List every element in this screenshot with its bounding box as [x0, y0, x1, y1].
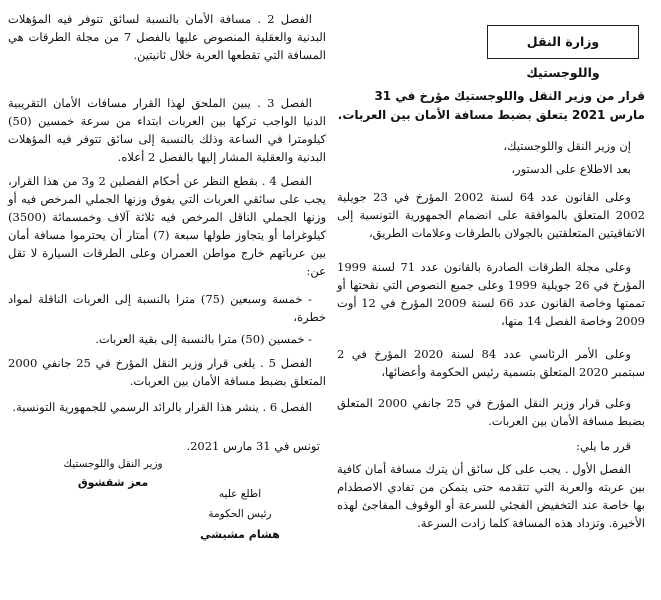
- article-3: الفصل 3 . يبين الملحق لهذا القرار مسافات الأمان التقريبية الدنيا الواجب تركها بين العربات ابتداء من سرعة خمسين (50) كيلومترا في الساعة وذلك بالنسبة إلى سائق تتوفر فيه المؤهلات البدنية والعقلية المشار إليها بالفصل 2 أعلاه.: [8, 96, 326, 164]
- minister-signature: [38, 458, 188, 489]
- preamble-minister: إن وزير النقل واللوجستيك،: [503, 139, 631, 153]
- article-2: الفصل 2 . مسافة الأمان بالنسبة لسائق تتوفر فيه المؤهلات البدنية والعقلية المنصوص عليها بالفصل 7 من مجلة الطرقات هي المسافة التي تقطعها العربة خلال ثانيتين.: [8, 12, 327, 62]
- article-4-bullet-1: - خمسة وسبعين (75) مترا بالنسبة إلى العربات الناقلة لمواد خطرة،: [8, 292, 326, 324]
- seen-label: اطلع عليه: [218, 488, 262, 500]
- article-5: الفصل 5 . يلغى قرار وزير النقل المؤرخ في 25 جانفي 2000 المتعلق بضبط مسافة الأمان بين العربات.: [8, 356, 326, 388]
- article-4: الفصل 4 . بقطع النظر عن أحكام الفصلين 2 و3 من هذا القرار، يجب على سائقي العربات التي يفوق وزنها الجملي المرخص فيه أو وزنها الجملي الناقل المرخص فيه ثلاثة آلاف وخمسمائة (3500) كيلوغراما أو يتجاوز طولها سبعة (7) أمتار أن يحترموا مسافة أمان بين عرباتهم خارج مواطن العمران وعلى الطرقات السيارة لا تقل عن:: [8, 174, 326, 278]
- decree-title: قرار من وزير النقل واللوجستيك مؤرخ في 31 مارس 2021 يتعلق بضبط مسافة الأمان بين العربات.: [337, 89, 645, 122]
- pm-role: رئيس الحكومة: [208, 508, 272, 520]
- preamble-presidential-order: وعلى الأمر الرئاسي عدد 84 لسنة 2020 المؤرخ في 2 سبتمبر 2020 المتعلق بتسمية رئيس الحكومة وأعضائها،: [337, 347, 645, 379]
- article-1: الفصل الأول . يجب على كل سائق أن يترك مسافة أمان كافية بين عربته والعربة التي تتقدمه حتى يتمكن من تفادي الاصطدام بها خاصة عند التخفيض الفجئي للسرعة أو الوقوف المفاجئ لهذه الأخيرة. وتزداد هذه المسافة كلما زادت السرعة.: [337, 462, 645, 530]
- pm-signature: [165, 488, 315, 541]
- preamble-decree-2000: وعلى قرار وزير النقل المؤرخ في 25 جانفي 2000 المتعلق بضبط مسافة الأمان بين العربات.: [337, 396, 645, 428]
- pm-name: هشام مشيشي: [200, 528, 280, 541]
- ministry-header-box: [487, 25, 639, 80]
- decides-label: قرر ما يلي:: [576, 439, 631, 453]
- minister-role: وزير النقل واللوجستيك: [63, 458, 163, 470]
- preamble-law-2002: وعلى القانون عدد 64 لسنة 2002 المؤرخ في 23 جويلية 2002 المتعلق بالموافقة على انضمام الجمهورية التونسية إلى الاتفاقيتين المتعلقتين بالجولان بالطرقات وعلامات الطريق،: [337, 190, 645, 240]
- article-6: الفصل 6 . ينشر هذا القرار بالرائد الرسمي للجمهورية التونسية.: [12, 400, 312, 414]
- ministry-name: وزارة النقل واللوجستيك: [526, 34, 600, 80]
- article-4-bullet-2: - خمسين (50) مترا بالنسبة إلى بقية العربات.: [95, 332, 312, 346]
- preamble-road-code: وعلى مجلة الطرقات الصادرة بالقانون عدد 71 لسنة 1999 المؤرخ في 26 جويلية 1999 وعلى جميع النصوص التي نقحتها أو تممتها وخاصة القانون عدد 66 لسنة 2009 المؤرخ في 12 أوت 2009 وخاصة الفصل 14 منها،: [337, 260, 645, 328]
- preamble-constitution: بعد الاطلاع على الدستور،: [511, 162, 631, 176]
- minister-name: معز شقشوق: [77, 476, 149, 489]
- place-date: تونس في 31 مارس 2021.: [186, 439, 320, 453]
